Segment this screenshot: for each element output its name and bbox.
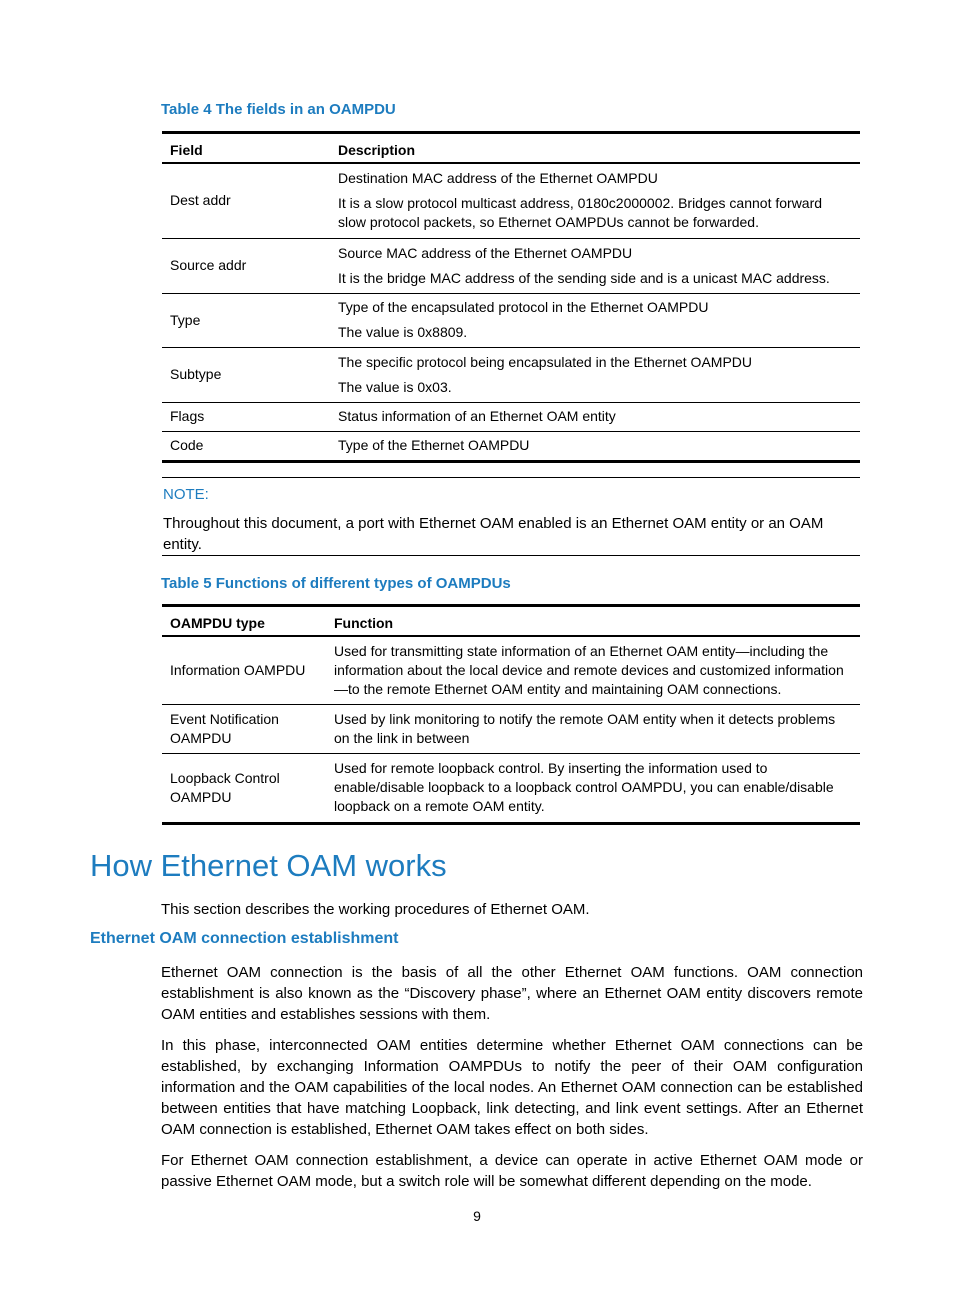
table-row (162, 347, 860, 402)
table5-caption: Table 5 Functions of different types of OAMPDUs (161, 575, 511, 592)
table5-function: Used by link monitoring to notify the remote OAM entity when it detects problems on the link in between (334, 710, 836, 746)
table-row (162, 163, 860, 238)
note-box (162, 477, 860, 556)
table-row (162, 431, 860, 461)
paragraph: For Ethernet OAM connection establishment, a device can operate in active Ethernet OAM mode or passive Ethernet OAM mode, but a switch role will be somewhat different depending on the mode. (161, 1152, 863, 1190)
table5-header-type: OAMPDU type (170, 615, 265, 631)
table5-type: Loopback Control OAMPDU (170, 769, 280, 805)
table4-desc-line: It is the bridge MAC address of the sending side and is a unicast MAC address. (338, 269, 830, 286)
table-row (162, 753, 860, 823)
table4-desc-line: Destination MAC address of the Ethernet OAMPDU (338, 170, 658, 187)
table4-desc-line: Status information of an Ethernet OAM entity (338, 408, 616, 424)
table4-desc-line: Source MAC address of the Ethernet OAMPDU (338, 244, 633, 261)
table4-caption: Table 4 The fields in an OAMPDU (161, 101, 396, 118)
note-text: Throughout this document, a port with Ethernet OAM enabled is an Ethernet OAM entity or an OAM entity. (163, 515, 824, 553)
table-row (162, 293, 860, 347)
paragraph: Ethernet OAM connection is the basis of all the other Ethernet OAM functions. OAM connection establishment is also known as the “Discovery phase”, where an Ethernet OAM entity discovers remote OAM entities and establishes sessions with them. (161, 964, 863, 1023)
table4-field: Type (170, 311, 201, 328)
table-row (162, 238, 860, 293)
table5-function: Used for remote loopback control. By inserting the information used to enable/disable loopback to a loopback control OAMPDU, you can enable/disable loopback on a remote OAM entity. (334, 760, 834, 814)
table5-header-row (162, 606, 860, 637)
section-title: How Ethernet OAM works (90, 848, 447, 883)
table4-desc-line: Type of the Ethernet OAMPDU (338, 437, 530, 453)
table4-desc-line: The value is 0x8809. (338, 324, 468, 340)
table4-desc-line: The value is 0x03. (338, 378, 452, 395)
table5-function: Used for transmitting state information of an Ethernet OAM entity—including the information about the local device and remote devices and customized information—to the remote Ethernet OAM entity and maintaining OAM connections. (334, 642, 844, 697)
paragraph: In this phase, interconnected OAM entities determine whether Ethernet OAM connections can be established, by exchanging Information OAMPDUs to notify the peer of their OAM configuration information and the OAM capabilities of the local nodes. An Ethernet OAM connection can be established between entities that have matching Loopback, link detecting, and link event settings. After an Ethernet OAM connection is established, Ethernet OAM takes effect on both sides. (161, 1037, 863, 1138)
table4-header-description: Description (338, 142, 416, 158)
table4-header-row (162, 133, 860, 164)
subsection-heading: Ethernet OAM connection establishment (90, 930, 399, 947)
table4-field: Subtype (170, 366, 222, 382)
section-intro: This section describes the working procedures of Ethernet OAM. (161, 901, 590, 918)
table5-type: Information OAMPDU (170, 661, 306, 678)
table-row (162, 636, 860, 704)
note-label: NOTE: (163, 486, 209, 503)
table4-desc-line: Type of the encapsulated protocol in the Ethernet OAMPDU (338, 299, 709, 315)
page-number: 9 (473, 1208, 481, 1224)
table4-field: Flags (170, 408, 205, 424)
table4-field: Code (170, 437, 204, 453)
table4-desc-line: The specific protocol being encapsulated in the Ethernet OAMPDU (338, 353, 753, 370)
table5-type: Event Notification OAMPDU (170, 710, 279, 746)
table4-header-field: Field (170, 142, 203, 158)
table5-header-function: Function (334, 615, 394, 631)
table4-desc-line: It is a slow protocol multicast address, 0180c2000002. Bridges cannot forward slow protocol packets, so Ethernet OAMPDUs cannot be forwarded. (338, 195, 823, 231)
table4-field: Dest addr (170, 192, 231, 209)
table5 (162, 604, 860, 825)
table-row (162, 704, 860, 753)
table4-field: Source addr (170, 257, 247, 273)
table4 (162, 131, 860, 463)
table-row (162, 402, 860, 431)
